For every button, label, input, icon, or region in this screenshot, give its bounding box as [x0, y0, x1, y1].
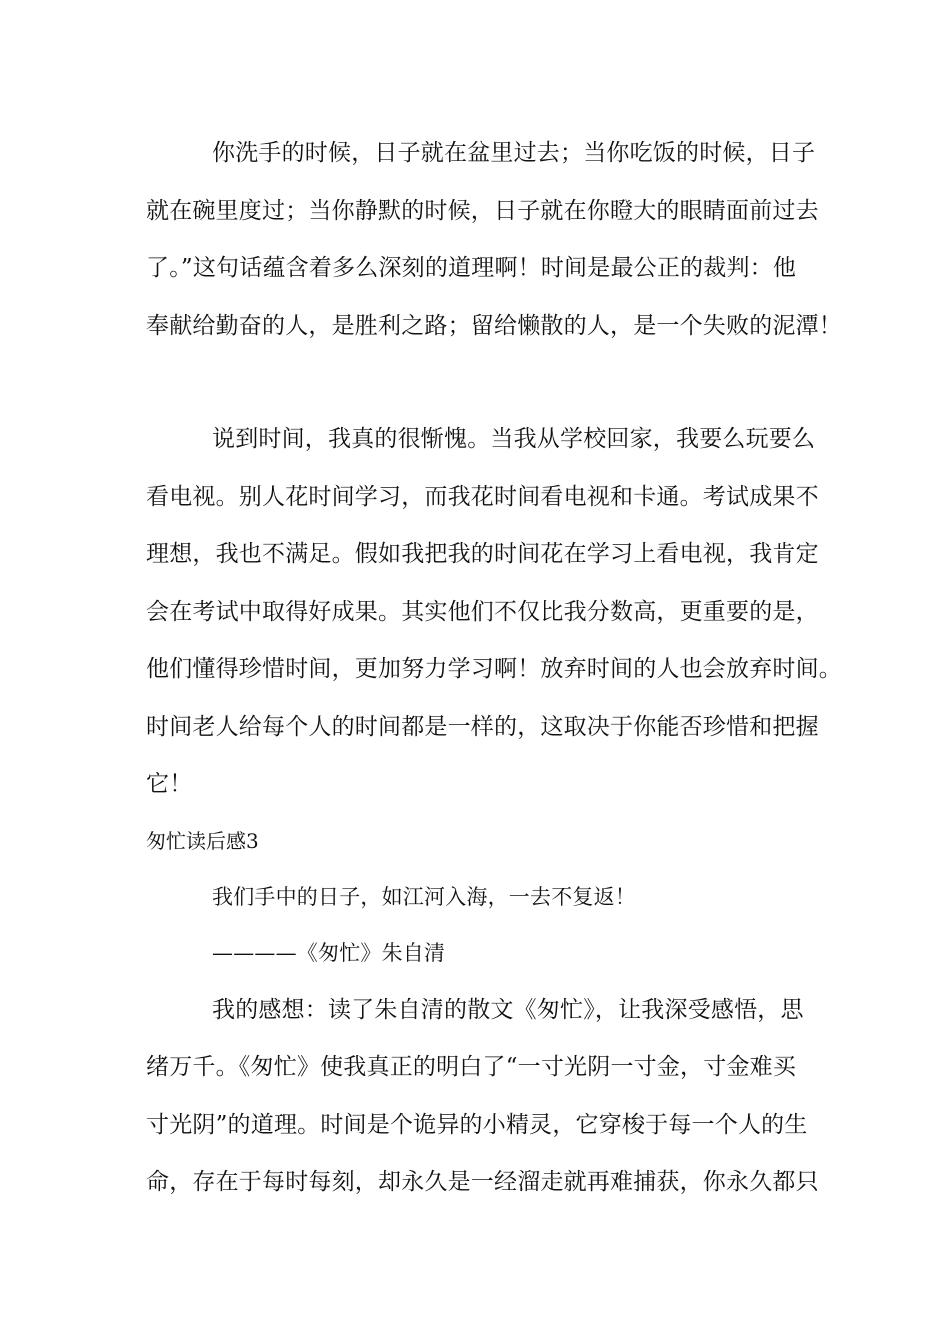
paragraph-2-line-5: 他们懂得珍惜时间，更加努力学习啊！放弃时间的人也会放弃时间。	[146, 656, 842, 682]
quote-attribution: ————《匆忙》朱自清	[212, 941, 446, 965]
paragraph-3-line-4: 命，存在于每时每刻，却永久是一经溜走就再难捕获，你永久都只	[146, 1169, 819, 1195]
paragraph-2-line-2: 看电视。别人花时间学习，而我花时间看电视和卡通。考试成果不	[146, 484, 819, 510]
paragraph-3-line-2: 绪万千。《匆忙》使我真正的明白了“一寸光阴一寸金，寸金难买	[146, 1054, 797, 1080]
paragraph-1-line-1: 你洗手的时候，日子就在盆里过去；当你吃饭的时候，日子	[212, 140, 816, 166]
paragraph-3-line-1: 我的感想：读了朱自清的散文《匆忙》，让我深受感悟，思	[212, 997, 804, 1023]
paragraph-1-line-3: 了。”这句话蕴含着多么深刻的道理啊！时间是最公正的裁判：他	[146, 255, 797, 281]
paragraph-2-line-6: 时间老人给每个人的时间都是一样的，这取决于你能否珍惜和把握	[146, 714, 819, 740]
paragraph-3-line-3: 寸光阴”的道理。时间是个诡异的小精灵，它穿梭于每一个人的生	[146, 1112, 808, 1138]
paragraph-2-line-7: 它！	[146, 771, 193, 797]
paragraph-2-line-4: 会在考试中取得好成果。其实他们不仅比我分数高，更重要的是，	[146, 599, 819, 625]
quote-text: 我们手中的日子，如江河入海，一去不复返！	[212, 885, 636, 909]
paragraph-2-line-1: 说到时间，我真的很惭愧。当我从学校回家，我要么玩要么	[212, 426, 816, 452]
paragraph-1-line-2: 就在碗里度过；当你静默的时候，日子就在你瞪大的眼睛面前过去	[146, 198, 819, 224]
section-title: 匆忙读后感3	[146, 829, 259, 853]
paragraph-1-line-4: 奉献给勤奋的人，是胜利之路；留给懒散的人，是一个失败的泥潭！	[146, 313, 842, 339]
paragraph-2-line-3: 理想，我也不满足。假如我把我的时间花在学习上看电视，我肯定	[146, 541, 819, 567]
